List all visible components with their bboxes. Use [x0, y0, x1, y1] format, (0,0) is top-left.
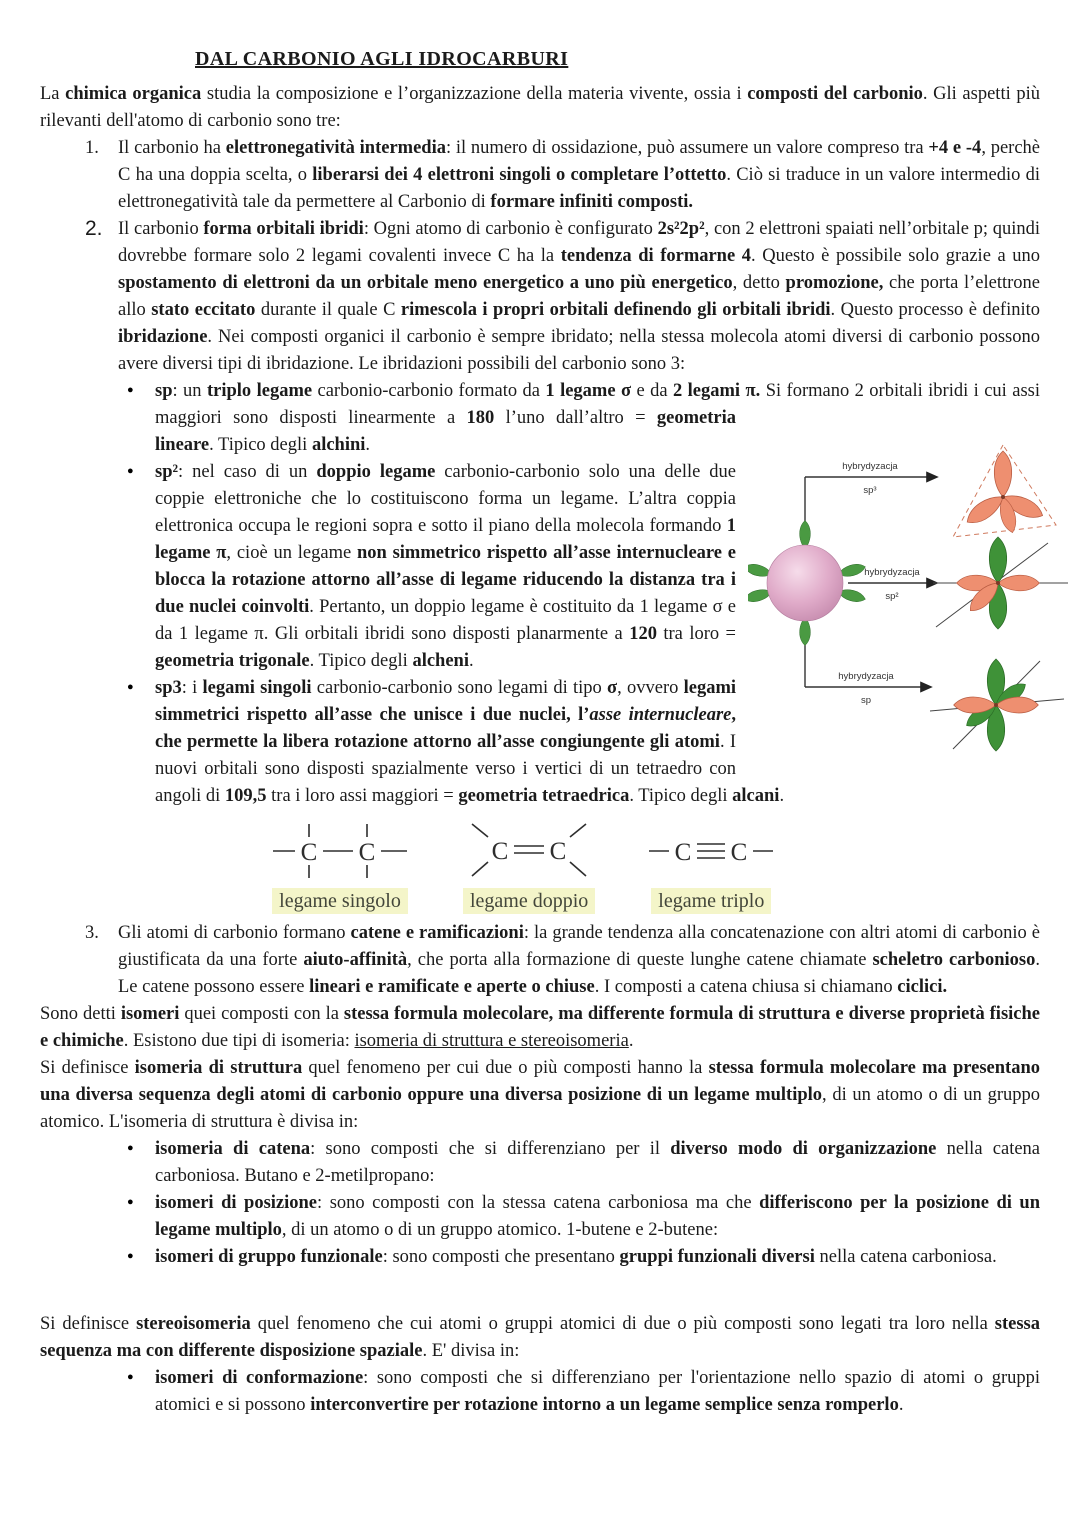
single-bond-structure [265, 820, 415, 914]
bullet-isomeria-di-catena [127, 1136, 1041, 1190]
page-title: DAL CARBONIO AGLI IDROCARBURI [195, 48, 569, 70]
item-3-text: Gli atomi di carbonio formano catene e ramificazioni: la grande tendenza alla concatenazione con altri atomi di carbonio è giustificata da una forte aiuto-affinità, che porta alla formazione di queste lunghe catene chiamate scheletro carbonioso. Le catene possono essere lineari e ramificate e aperte o chiuse. I composti a catena chiusa si chiamano ciclici. [118, 923, 1041, 997]
sp3-arrow-sublabel: sp³ [863, 485, 877, 496]
item-number: 3. [85, 923, 99, 943]
sp2-arrow-sublabel: sp² [885, 591, 899, 602]
triple-bond-label: legame triplo [651, 888, 771, 914]
double-bond-drawing [464, 820, 594, 882]
triple-bond-structure [643, 820, 779, 914]
carbon-atom-label: C [674, 839, 692, 866]
double-bond-label: legame doppio [463, 888, 595, 914]
bullet-catena-text: isomeria di catena: sono composti che si differenziano per il diverso modo di organizzazione nella catena carboniosa. Butano e 2-metilpropano: [155, 1139, 1041, 1186]
bullet-isomeri-di-gruppo-funzionale [127, 1244, 1040, 1271]
numbered-item-1 [85, 135, 1040, 216]
sp3-arrow-label: hybrydyzacja [842, 461, 898, 472]
item-1-text: Il carbonio ha elettronegatività intermedia: il numero di ossidazione, può assumere un valore compreso tra +4 e -4, perchè C ha una doppia scelta, o liberarsi dei 4 elettroni singoli o completare l’ottetto. Ciò si traduce in un valore intermedio di elettronegatività tale da permettere al Carbonio di formare infiniti composti. [118, 138, 1041, 212]
bullet-icon: ● [127, 465, 134, 477]
bullet-icon: ● [127, 681, 134, 693]
sp-arrow-sublabel: sp [860, 695, 872, 706]
bullet-isomeri-di-posizione [127, 1190, 1040, 1244]
stereo-isomer-bullet-list [127, 1365, 1040, 1419]
paragraph-spacer [40, 1271, 1040, 1311]
bullet-posizione-text: isomeri di posizione: sono composti con la stessa catena carboniosa ma che differiscono per la posizione di un legame multiplo, di un atomo o di un gruppo atomico. 1-butene e 2-butene: [155, 1193, 1040, 1240]
bullet-icon: ● [127, 384, 134, 396]
bullet-icon: ● [127, 1196, 134, 1208]
bond-structures [265, 820, 1040, 914]
single-bond-label: legame singolo [272, 888, 408, 914]
intro-paragraph: La chimica organica studia la composizione e l’organizzazione della materia vivente, ossia i composti del carbonio. Gli aspetti più rilevanti dell'atomo di carbonio sono tre: [40, 84, 1040, 131]
sp2-arrow-label: hybrydyzacja [864, 567, 920, 578]
structural-isomer-bullet-list [127, 1136, 1041, 1271]
bullet-sp2-text: sp²: nel caso di un doppio legame carbonio-carbonio solo una delle due coppie elettroniche che lo costituiscono forma un legame. L’altra coppia elettronica occupa le regioni sopra e sotto il piano della molecola formando 1 legame π, cioè un legame non simmetrico rispetto all’asse internucleare e blocca la rotazione attorno all’asse di legame riducendo la distanza tra i due nuclei coinvolti. Pertanto, un doppio legame è costituito da 1 legame σ e da 1 legame π. Gli orbitali ibridi sono disposti planarmente a 120 tra loro = geometria trigonale. Tipico degli alcheni. [155, 462, 737, 671]
single-bond-drawing [265, 820, 415, 882]
numbered-item-2 [85, 216, 1040, 378]
numbered-item-3 [85, 920, 1040, 1001]
stereoisomerism-paragraph: Si definisce stereoisomeria quel fenomeno che cui atomi o gruppi atomici di due o più composti sono legati tra loro nella stessa sequenza ma con differente disposizione spaziale. E' divisa in: [40, 1314, 1041, 1361]
sp-arrow-label: hybrydyzacja [838, 671, 894, 682]
bullet-icon: ● [127, 1142, 134, 1154]
double-bond-structure [463, 820, 595, 914]
bullet-conformazione-text: isomeri di conformazione: sono composti che si differenziano per l'orientazione nello spazio di atomi o gruppi atomici e si possono interconvertire per rotazione intorno a un legame semplice senza romperlo. [155, 1368, 1040, 1415]
carbon-atom-label: C [491, 838, 509, 865]
bullet-sp-text-end: assi maggiori sono disposti linearmente a 180 l’uno dall’altro = geometria lineare. Tipico degli alchini. [155, 381, 1040, 455]
hybridization-bullet-list [127, 378, 1040, 810]
bullet-icon: ● [127, 1250, 134, 1262]
carbon-atom-label: C [549, 838, 567, 865]
isomers-paragraph: Sono detti isomeri quei composti con la stessa formula molecolare, ma differente formula di struttura e diverse proprietà fisiche e chimiche. Esistono due tipi di isomeria: isomeria di struttura e stereoisomeria. [40, 1004, 1041, 1051]
carbon-atom-label: C [730, 839, 748, 866]
triple-bond-drawing [643, 820, 779, 882]
carbon-atom-label: C [358, 839, 376, 866]
bullet-sp3-text: sp3: i legami singoli carbonio-carbonio sono legami di tipo σ, ovvero legami simmetrici rispetto all’asse che unisce i due nuclei, l’asse internucleare, che permette la libera rotazione attorno all’asse congiungente gli atomi. I nuovi orbitali sono disposti spazialmente verso i vertici di un tetraedro con angoli di 109,5 tra i loro assi maggiori = geometria tetraedrica. Tipico degli alcani. [155, 678, 785, 806]
bullet-sp2 [127, 459, 1040, 675]
item-number: 2. [85, 217, 103, 240]
carbon-atom-label: C [300, 839, 318, 866]
bullet-sp3 [127, 675, 1040, 810]
bullet-icon: ● [127, 1371, 134, 1383]
structural-isomerism-paragraph: Si definisce isomeria di struttura quel fenomeno per cui due o più composti hanno la stessa formula molecolare ma presentano una diversa sequenza degli atomi di carbonio oppure una diversa posizione di un legame multiplo, di un atomo o di un gruppo atomico. L'isomeria di struttura è divisa in: [40, 1058, 1040, 1132]
bullet-isomeri-di-conformazione [127, 1365, 1040, 1419]
item-2-text: Il carbonio forma orbitali ibridi: Ogni atomo di carbonio è configurato 2s²2p², con 2 elettroni spaiati nell’orbitale p; quindi dovrebbe formare solo 2 legami covalenti invece C ha la tendenza di formarne 4. Questo è possibile solo grazie a uno spostamento di elettroni da un orbitale meno energetico a uno più energetico, detto promozione, che porta l’elettrone allo stato eccitato durante il quale C rimescola i propri orbitali definendo gli orbitali ibridi. Questo processo è definito ibridazione. Nei composti organici il carbonio è sempre ibridato; nella stessa molecola atomi diversi di carbonio possono avere diversi tipi di ibridazione. Le ibridazioni possibili del carbonio sono 3: [118, 219, 1040, 374]
bullet-sp-text-start: sp: un triplo legame carbonio-carbonio formato da 1 legame σ e da 2 legami π. Si formano 2 orbitali ibridi i cui [155, 381, 1013, 401]
item-number: 1. [85, 138, 99, 158]
bullet-gruppo-text: isomeri di gruppo funzionale: sono composti che presentano gruppi funzionali diversi nella catena carboniosa. [155, 1247, 997, 1267]
